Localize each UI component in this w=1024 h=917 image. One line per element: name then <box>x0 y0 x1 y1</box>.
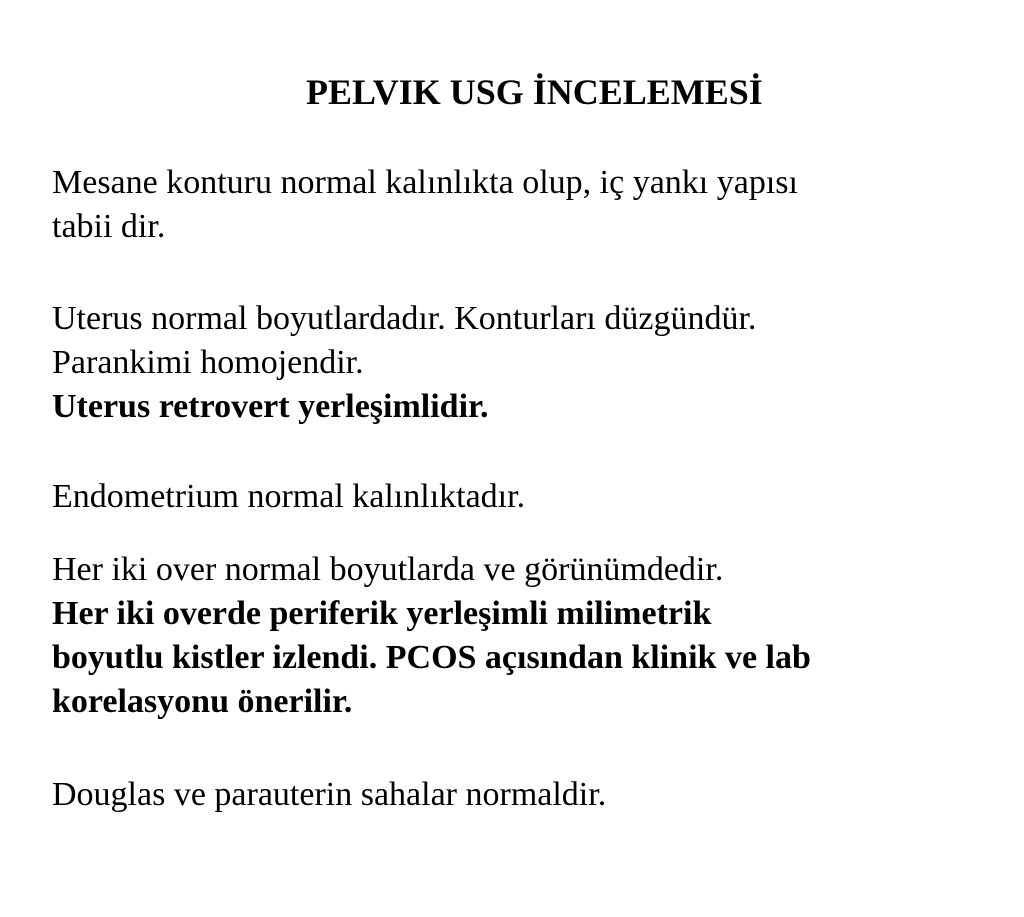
uterus-line-2: Parankimi homojendir. <box>52 344 364 381</box>
uterus-paragraph <box>52 297 992 429</box>
mesane-line-1: Mesane konturu normal kalınlıkta olup, iç yankı yapısı <box>52 164 798 201</box>
over-line-1: Her iki over normal boyutlarda ve görünümdedir. <box>52 551 724 588</box>
over-finding-line-2: boyutlu kistler izlendi. PCOS açısından klinik ve lab <box>52 639 811 676</box>
endometrium-line-1: Endometrium normal kalınlıktadır. <box>52 478 526 515</box>
mesane-line-2: tabii dir. <box>52 208 166 245</box>
uterus-line-1: Uterus normal boyutlardadır. Konturları düzgündür. <box>52 300 757 337</box>
over-finding-line-1: Her iki overde periferik yerleşimli milimetrik <box>52 595 712 632</box>
endometrium-paragraph <box>52 475 992 519</box>
over-finding-line-3: korelasyonu önerilir. <box>52 683 353 720</box>
over-paragraph <box>52 548 992 724</box>
douglas-paragraph <box>52 773 992 817</box>
report-title: PELVIK USG İNCELEMESİ <box>306 72 763 112</box>
uterus-finding-bold: Uterus retrovert yerleşimlidir. <box>52 388 489 425</box>
douglas-line-1: Douglas ve parauterin sahalar normaldir. <box>52 776 607 813</box>
mesane-paragraph <box>52 161 992 249</box>
